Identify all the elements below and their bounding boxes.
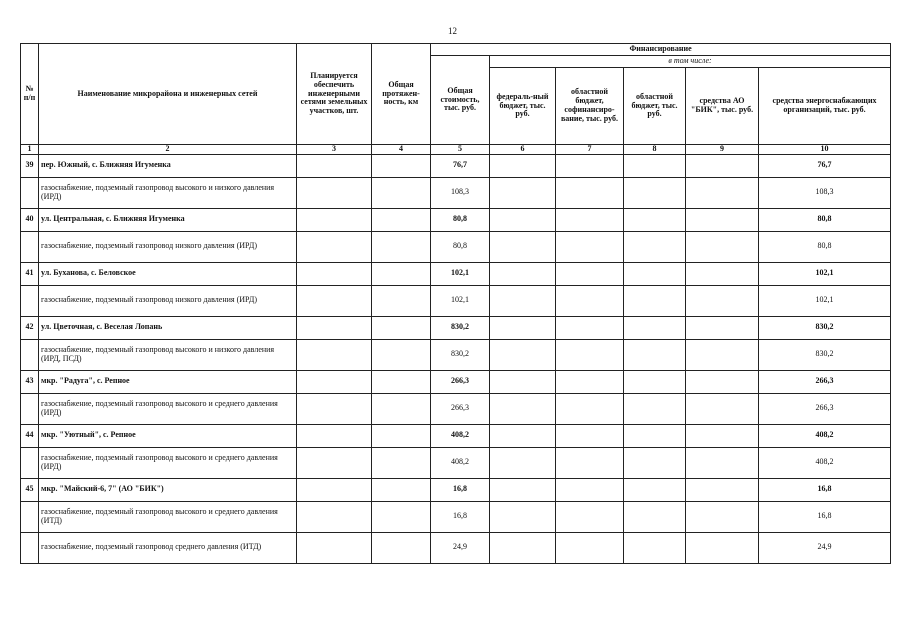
table-row-group [21, 370, 891, 393]
planned-cell [297, 316, 372, 339]
length-cell [372, 262, 431, 285]
row-name: газоснабжение, подземный газопровод высокого и низкого давления (ИРД) [39, 177, 297, 208]
row-number: 41 [21, 262, 39, 285]
total-cost: 266,3 [431, 370, 490, 393]
row-name: мкр. "Радуга", с. Репное [39, 370, 297, 393]
page-number: 12 [448, 26, 457, 36]
row-number [21, 339, 39, 370]
regional-cofin-cell [556, 154, 624, 177]
length-cell [372, 339, 431, 370]
header-regional-cofin: областной бюджет, софинансиро-вание, тыс. руб. [556, 68, 624, 145]
row-number: 44 [21, 424, 39, 447]
row-number [21, 501, 39, 532]
regional-cell [624, 393, 686, 424]
regional-cofin-cell [556, 393, 624, 424]
total-cost: 16,8 [431, 501, 490, 532]
length-cell [372, 231, 431, 262]
length-cell [372, 154, 431, 177]
col-num: 6 [490, 145, 556, 155]
energy-funds: 830,2 [759, 339, 891, 370]
regional-cell [624, 447, 686, 478]
length-cell [372, 501, 431, 532]
energy-funds: 102,1 [759, 262, 891, 285]
row-name: ул. Центральная, с. Ближняя Игуменка [39, 208, 297, 231]
col-num: 10 [759, 145, 891, 155]
bik-cell [686, 501, 759, 532]
planned-cell [297, 501, 372, 532]
planned-cell [297, 447, 372, 478]
total-cost: 102,1 [431, 262, 490, 285]
table-row-group [21, 208, 891, 231]
header-bik: средства АО "БИК", тыс. руб. [686, 68, 759, 145]
regional-cofin-cell [556, 370, 624, 393]
federal-cell [490, 154, 556, 177]
regional-cell [624, 208, 686, 231]
table-row-item [21, 532, 891, 563]
header-regional: областной бюджет, тыс. руб. [624, 68, 686, 145]
table-row-group [21, 262, 891, 285]
row-name: газоснабжение, подземный газопровод высокого и среднего давления (ИТД) [39, 501, 297, 532]
header-name: Наименование микрорайона и инженерных сетей [39, 44, 297, 145]
row-name: газоснабжение, подземный газопровод высокого и среднего давления (ИРД) [39, 393, 297, 424]
table-row-item [21, 231, 891, 262]
total-cost: 80,8 [431, 231, 490, 262]
row-name: пер. Южный, с. Ближняя Игуменка [39, 154, 297, 177]
total-cost: 80,8 [431, 208, 490, 231]
regional-cell [624, 339, 686, 370]
row-name: газоснабжение, подземный газопровод низкого давления (ИРД) [39, 231, 297, 262]
federal-cell [490, 424, 556, 447]
total-cost: 16,8 [431, 478, 490, 501]
length-cell [372, 478, 431, 501]
table-row-group [21, 154, 891, 177]
energy-funds: 108,3 [759, 177, 891, 208]
header-no: № п/п [21, 44, 39, 145]
planned-cell [297, 208, 372, 231]
col-num: 5 [431, 145, 490, 155]
total-cost: 830,2 [431, 316, 490, 339]
energy-funds: 266,3 [759, 393, 891, 424]
total-cost: 108,3 [431, 177, 490, 208]
federal-cell [490, 316, 556, 339]
row-number [21, 285, 39, 316]
regional-cofin-cell [556, 262, 624, 285]
planned-cell [297, 177, 372, 208]
regional-cell [624, 262, 686, 285]
federal-cell [490, 532, 556, 563]
bik-cell [686, 370, 759, 393]
regional-cell [624, 501, 686, 532]
federal-cell [490, 370, 556, 393]
bik-cell [686, 177, 759, 208]
regional-cofin-cell [556, 339, 624, 370]
federal-cell [490, 501, 556, 532]
row-name: мкр. "Майский-6, 7" (АО "БИК") [39, 478, 297, 501]
energy-funds: 76,7 [759, 154, 891, 177]
header-length: Общая протяжен-ность, км [372, 44, 431, 145]
bik-cell [686, 424, 759, 447]
financing-table [20, 43, 891, 564]
row-name: газоснабжение, подземный газопровод высокого и низкого давления (ИРД, ПСД) [39, 339, 297, 370]
planned-cell [297, 262, 372, 285]
federal-cell [490, 231, 556, 262]
federal-cell [490, 262, 556, 285]
col-num: 8 [624, 145, 686, 155]
regional-cell [624, 177, 686, 208]
energy-funds: 102,1 [759, 285, 891, 316]
table-row-item [21, 447, 891, 478]
row-name: газоснабжение, подземный газопровод среднего давления (ИТД) [39, 532, 297, 563]
header-financing: Финансирование [431, 44, 891, 56]
table-row-item [21, 393, 891, 424]
bik-cell [686, 316, 759, 339]
energy-funds: 16,8 [759, 478, 891, 501]
header-planned: Планируется обеспечить инженерными сетями земельных участков, шт. [297, 44, 372, 145]
col-num: 2 [39, 145, 297, 155]
regional-cofin-cell [556, 424, 624, 447]
row-name: газоснабжение, подземный газопровод высокого и среднего давления (ИРД) [39, 447, 297, 478]
header-federal: федераль-ный бюджет, тыс. руб. [490, 68, 556, 145]
row-number [21, 393, 39, 424]
total-cost: 830,2 [431, 339, 490, 370]
federal-cell [490, 478, 556, 501]
regional-cofin-cell [556, 532, 624, 563]
energy-funds: 830,2 [759, 316, 891, 339]
col-num: 3 [297, 145, 372, 155]
planned-cell [297, 478, 372, 501]
table-row-item [21, 177, 891, 208]
col-num: 1 [21, 145, 39, 155]
bik-cell [686, 532, 759, 563]
regional-cofin-cell [556, 316, 624, 339]
row-number: 45 [21, 478, 39, 501]
regional-cell [624, 478, 686, 501]
row-number: 39 [21, 154, 39, 177]
regional-cell [624, 532, 686, 563]
planned-cell [297, 231, 372, 262]
header-including: в том числе: [490, 56, 891, 68]
energy-funds: 408,2 [759, 424, 891, 447]
row-number: 40 [21, 208, 39, 231]
regional-cell [624, 154, 686, 177]
table-row-item [21, 285, 891, 316]
total-cost: 102,1 [431, 285, 490, 316]
regional-cell [624, 370, 686, 393]
regional-cell [624, 231, 686, 262]
row-number: 43 [21, 370, 39, 393]
length-cell [372, 393, 431, 424]
bik-cell [686, 339, 759, 370]
regional-cofin-cell [556, 231, 624, 262]
table-row-group [21, 316, 891, 339]
total-cost: 408,2 [431, 447, 490, 478]
regional-cell [624, 285, 686, 316]
planned-cell [297, 532, 372, 563]
regional-cofin-cell [556, 208, 624, 231]
regional-cell [624, 316, 686, 339]
bik-cell [686, 231, 759, 262]
total-cost: 24,9 [431, 532, 490, 563]
planned-cell [297, 424, 372, 447]
bik-cell [686, 478, 759, 501]
table-row-group [21, 424, 891, 447]
bik-cell [686, 447, 759, 478]
header-energy: средства энергоснабжающих организаций, тыс. руб. [759, 68, 891, 145]
table-row-item [21, 339, 891, 370]
length-cell [372, 532, 431, 563]
table-row-item [21, 501, 891, 532]
bik-cell [686, 285, 759, 316]
total-cost: 408,2 [431, 424, 490, 447]
energy-funds: 24,9 [759, 532, 891, 563]
total-cost: 76,7 [431, 154, 490, 177]
federal-cell [490, 285, 556, 316]
row-number [21, 532, 39, 563]
row-name: ул. Цветочная, с. Веселая Лопань [39, 316, 297, 339]
row-name: газоснабжение, подземный газопровод низкого давления (ИРД) [39, 285, 297, 316]
bik-cell [686, 154, 759, 177]
regional-cofin-cell [556, 478, 624, 501]
regional-cofin-cell [556, 447, 624, 478]
table-row-group [21, 478, 891, 501]
federal-cell [490, 208, 556, 231]
planned-cell [297, 370, 372, 393]
energy-funds: 266,3 [759, 370, 891, 393]
length-cell [372, 424, 431, 447]
row-number [21, 231, 39, 262]
energy-funds: 80,8 [759, 231, 891, 262]
col-num: 9 [686, 145, 759, 155]
bik-cell [686, 208, 759, 231]
row-name: мкр. "Уютный", с. Репное [39, 424, 297, 447]
row-number [21, 177, 39, 208]
length-cell [372, 177, 431, 208]
planned-cell [297, 285, 372, 316]
col-num: 7 [556, 145, 624, 155]
length-cell [372, 208, 431, 231]
federal-cell [490, 177, 556, 208]
regional-cofin-cell [556, 501, 624, 532]
length-cell [372, 370, 431, 393]
length-cell [372, 316, 431, 339]
length-cell [372, 447, 431, 478]
planned-cell [297, 393, 372, 424]
regional-cofin-cell [556, 285, 624, 316]
regional-cofin-cell [556, 177, 624, 208]
bik-cell [686, 262, 759, 285]
planned-cell [297, 154, 372, 177]
length-cell [372, 285, 431, 316]
row-number: 42 [21, 316, 39, 339]
energy-funds: 16,8 [759, 501, 891, 532]
row-number [21, 447, 39, 478]
column-numbers-row [21, 145, 891, 155]
planned-cell [297, 339, 372, 370]
energy-funds: 408,2 [759, 447, 891, 478]
row-name: ул. Буханова, с. Беловское [39, 262, 297, 285]
federal-cell [490, 447, 556, 478]
header-total: Общая стоимость, тыс. руб. [431, 56, 490, 145]
federal-cell [490, 339, 556, 370]
bik-cell [686, 393, 759, 424]
federal-cell [490, 393, 556, 424]
regional-cell [624, 424, 686, 447]
total-cost: 266,3 [431, 393, 490, 424]
energy-funds: 80,8 [759, 208, 891, 231]
col-num: 4 [372, 145, 431, 155]
